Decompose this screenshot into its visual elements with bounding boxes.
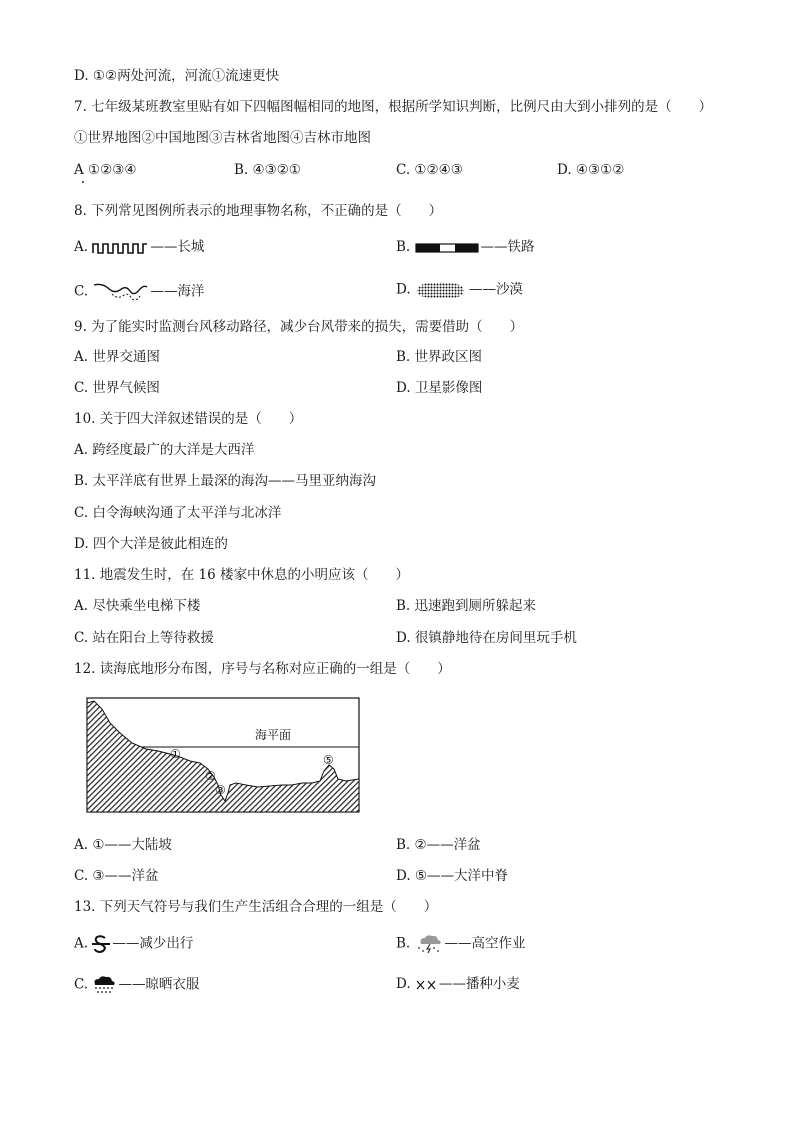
sandstorm-weather-icon	[92, 934, 110, 954]
q13-option-b[interactable]	[396, 934, 526, 954]
q13-b-label: B.	[396, 935, 411, 952]
marker-1: ①	[170, 747, 181, 761]
q12-option-a[interactable]: A. ①——大陆坡	[74, 837, 172, 853]
great-wall-symbol-icon	[92, 241, 148, 255]
snow-weather-icon	[415, 979, 437, 991]
q8-option-d[interactable]	[396, 280, 523, 300]
thunderstorm-weather-icon	[415, 934, 443, 954]
q13-stem: 13. 下列天气符号与我们生产生活组合合理的一组是（ ）	[74, 899, 438, 915]
q11-option-a[interactable]: A. 尽快乘坐电梯下楼	[74, 598, 201, 614]
q6-option-d: D. ①②两处河流，河流①流速更快	[74, 68, 280, 84]
q8-option-b[interactable]	[396, 238, 535, 256]
q13-d-text: ——播种小麦	[438, 976, 520, 992]
marker-5: ⑤	[323, 753, 334, 767]
q12-option-c[interactable]: C. ③——洋盆	[74, 868, 159, 884]
q8-c-label: C.	[74, 283, 89, 300]
q13-d-label: D.	[396, 976, 411, 992]
q8-b-text: ——铁路	[480, 239, 535, 255]
q13-c-text: ——晾晒衣服	[118, 976, 200, 993]
q9-option-a[interactable]: A. 世界交通图	[74, 349, 160, 365]
q13-a-text: ——减少出行	[112, 935, 194, 952]
q8-option-c[interactable]	[74, 280, 204, 304]
marker-2: ②	[205, 769, 216, 783]
q10-option-a[interactable]: A. 跨经度最广的大洋是大西洋	[74, 442, 255, 458]
q7-option-c[interactable]: C. ①②④③	[396, 162, 463, 178]
q10-option-d[interactable]: D. 四个大洋是彼此相连的	[74, 536, 228, 552]
railway-symbol-icon	[415, 242, 479, 254]
sea-level-label: 海平面	[255, 728, 292, 742]
q13-a-label: A.	[74, 935, 89, 952]
q10-option-c[interactable]: C. 白令海峡沟通了太平洋与北冰洋	[74, 505, 282, 521]
q8-a-label: A.	[74, 239, 89, 255]
q11-option-d[interactable]: D. 很镇静地待在房间里玩手机	[396, 630, 577, 646]
q10-option-b[interactable]: B. 太平洋底有世界上最深的海沟——马里亚纳海沟	[74, 473, 377, 489]
q7-option-b[interactable]: B. ④③②①	[234, 162, 301, 178]
q13-b-text: ——高空作业	[444, 935, 526, 952]
q13-option-c[interactable]	[74, 975, 199, 995]
heavy-rain-weather-icon	[92, 975, 116, 995]
q12-stem: 12. 读海底地形分布图，序号与名称对应正确的一组是（ ）	[74, 661, 451, 677]
q8-d-text: ——沙漠	[468, 281, 523, 298]
q8-stem: 8. 下列常见图例所表示的地理事物名称，不正确的是（ ）	[74, 203, 443, 219]
q8-a-text: ——长城	[150, 239, 205, 255]
q10-stem: 10. 关于四大洋叙述错误的是（ ）	[74, 411, 303, 427]
q8-d-label: D.	[396, 281, 411, 298]
q7-list: ①世界地图②中国地图③吉林省地图④吉林市地图	[74, 130, 371, 146]
q11-option-b[interactable]: B. 迅速跑到厕所躲起来	[396, 598, 537, 614]
q9-option-d[interactable]: D. 卫星影像图	[396, 380, 483, 396]
q11-option-c[interactable]: C. 站在阳台上等待救援	[74, 630, 214, 646]
q11-stem: 11. 地震发生时，在 16 楼家中休息的小明应该（ ）	[74, 567, 410, 583]
marker-3: ③	[215, 783, 226, 797]
q9-option-c[interactable]: C. 世界气候图	[74, 380, 160, 396]
desert-symbol-icon	[415, 280, 467, 300]
q13-option-a[interactable]	[74, 934, 193, 954]
q7-stem: 7. 七年级某班教室里贴有如下四幅图幅相同的地图，根据所学知识判断，比例尺由大到小排列的是（ ）	[74, 99, 713, 115]
q7-option-d[interactable]: D. ④③①②	[557, 162, 625, 178]
q8-b-label: B.	[396, 239, 411, 255]
q13-c-label: C.	[74, 976, 89, 993]
stray-dot	[82, 181, 84, 183]
q9-option-b[interactable]: B. 世界政区图	[396, 349, 483, 365]
q12-option-d[interactable]: D. ⑤——大洋中脊	[396, 868, 509, 884]
q8-option-a[interactable]	[74, 238, 204, 256]
seafloor-profile-figure	[86, 697, 362, 815]
q12-option-b[interactable]: B. ②——洋盆	[396, 837, 481, 853]
q8-c-text: ——海洋	[150, 283, 205, 300]
q13-option-d[interactable]	[396, 975, 520, 993]
q7-option-a[interactable]: A ①②③④	[74, 162, 137, 178]
coastline-symbol-icon	[92, 280, 148, 304]
q9-stem: 9. 为了能实时监测台风移动路径，减少台风带来的损失，需要借助（ ）	[74, 319, 524, 335]
